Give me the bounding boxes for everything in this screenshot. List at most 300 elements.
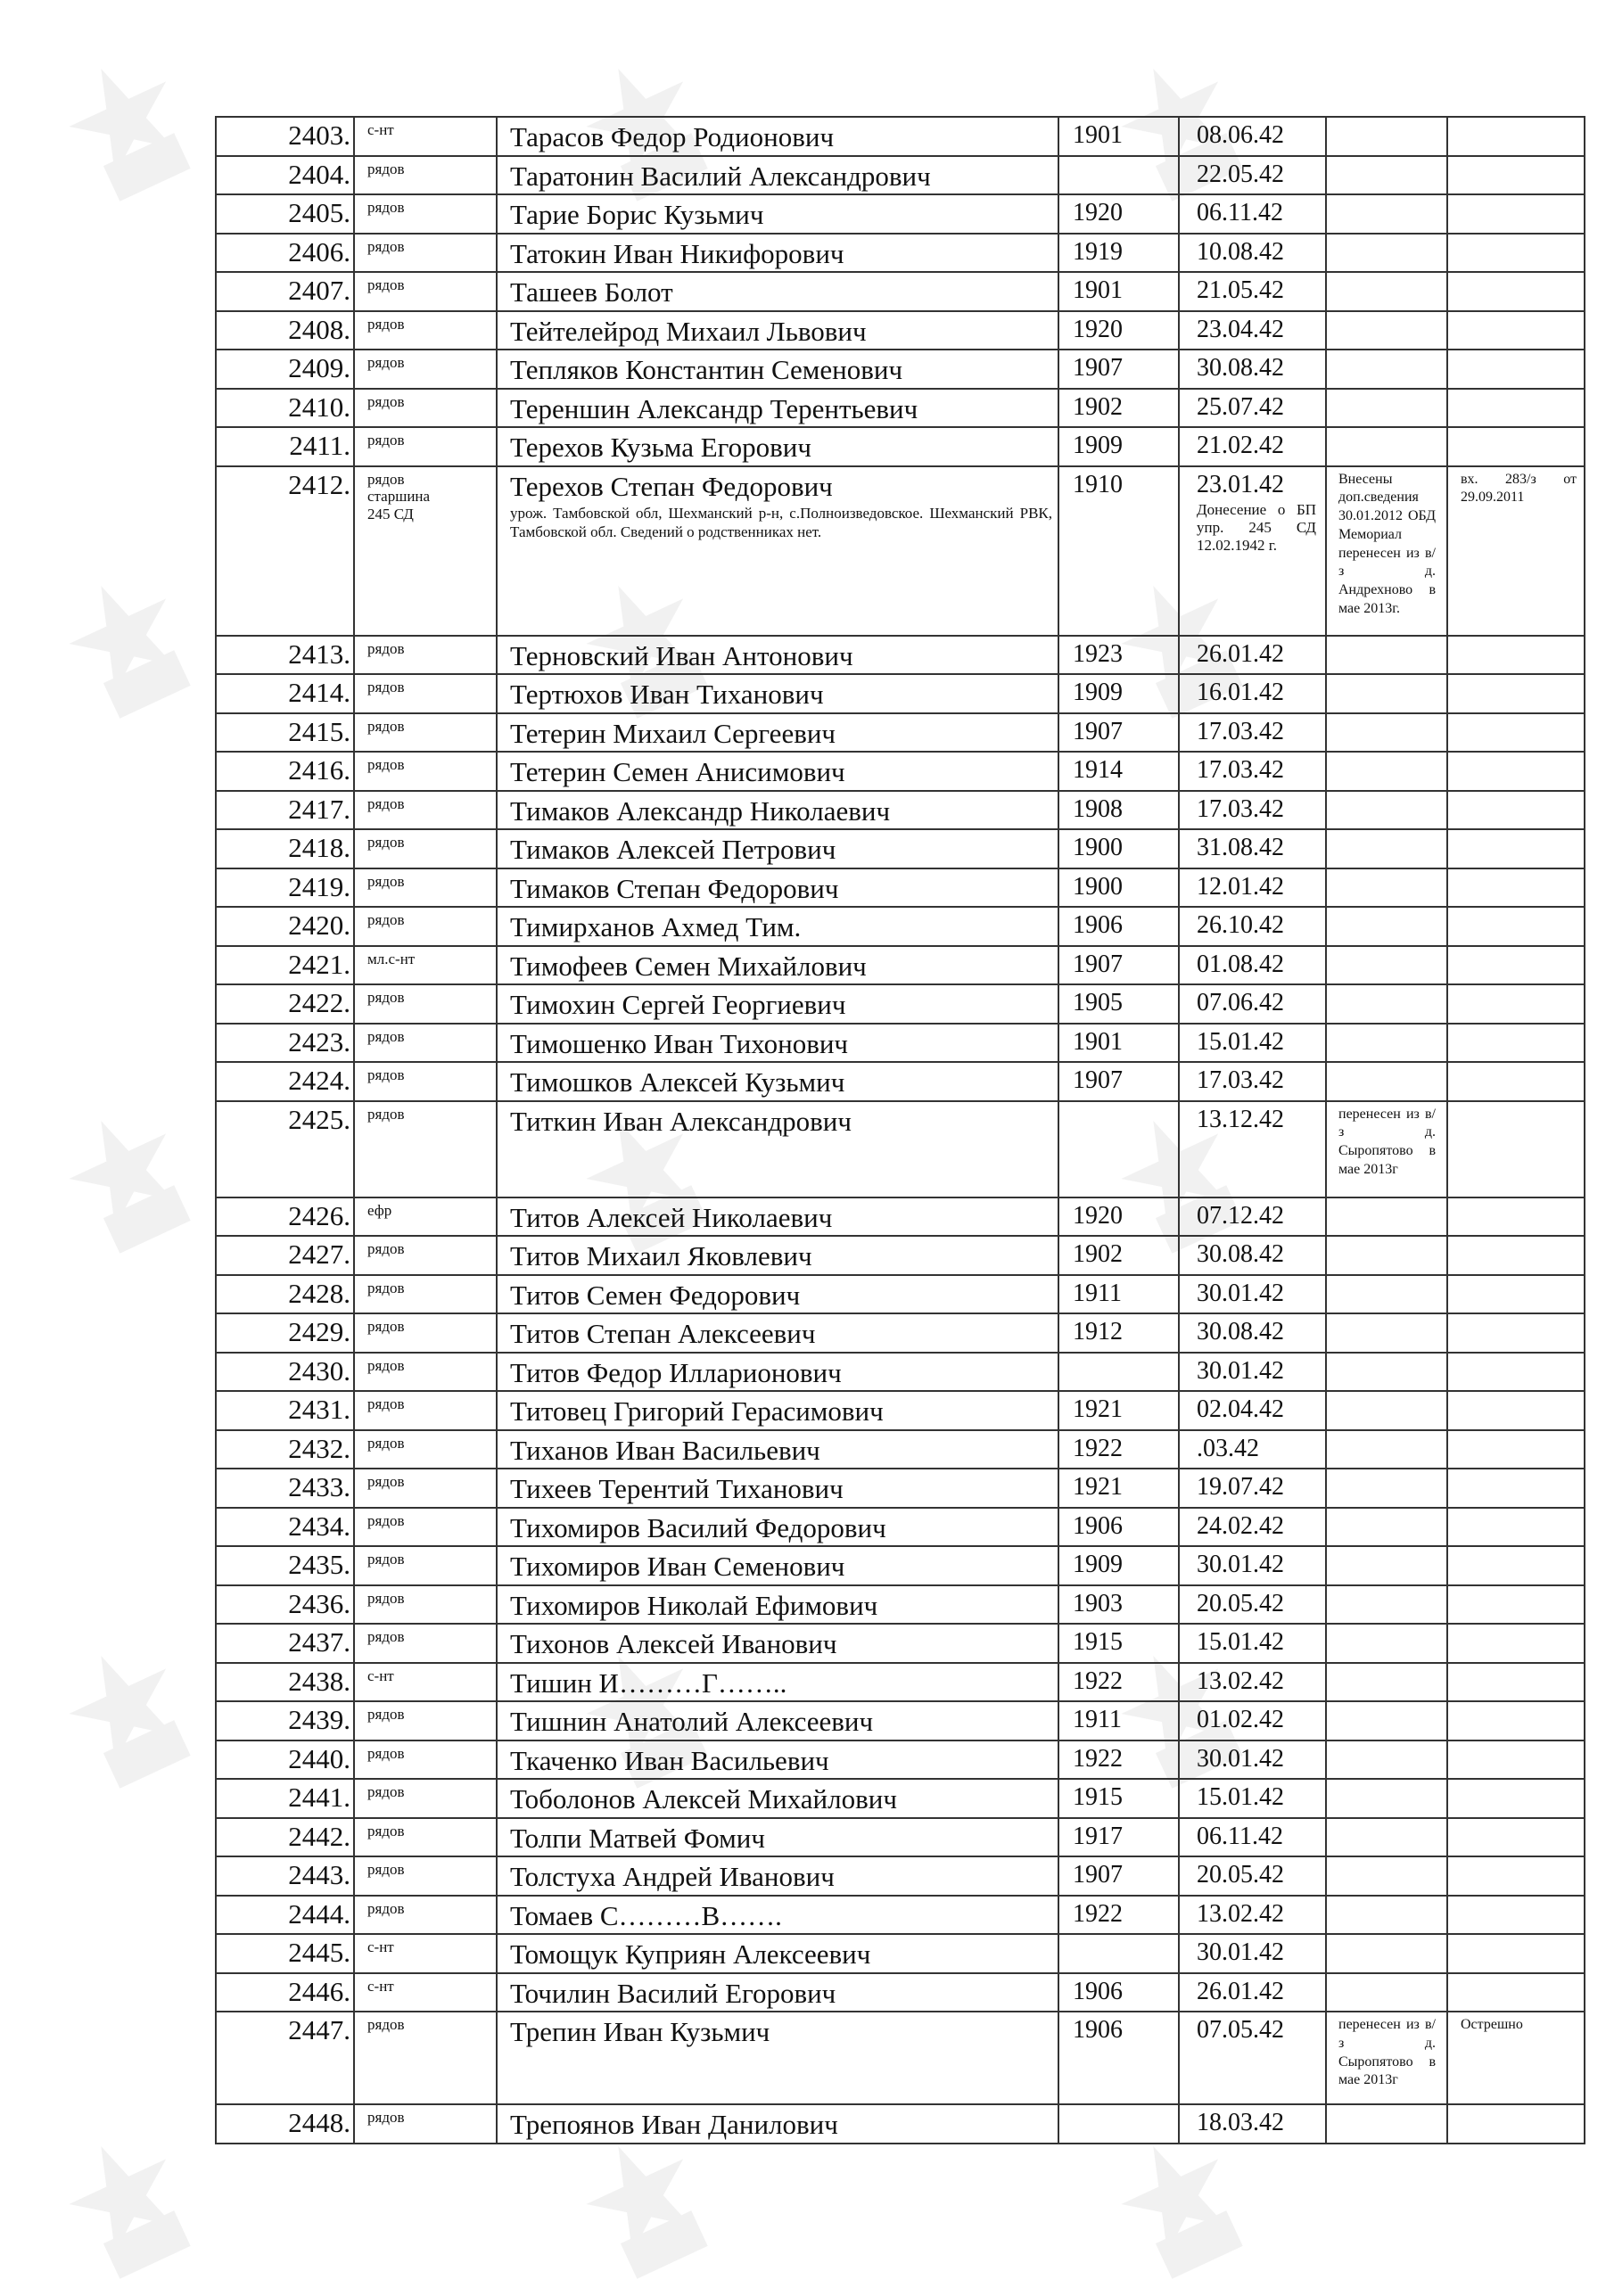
reference-cell (1447, 350, 1585, 389)
birth-year-cell (1058, 1353, 1179, 1392)
reference-cell (1447, 1508, 1585, 1547)
rank-label: рядов (367, 872, 405, 890)
reference-cell (1447, 1353, 1585, 1392)
full-name: Трепин Иван Кузьмич (510, 2016, 770, 2047)
name-cell (497, 674, 1058, 713)
watermark-emblem (1100, 2122, 1262, 2292)
entry-number: 2406. (288, 235, 350, 267)
entry-number-cell (216, 674, 354, 713)
death-date: 30.08.42 (1197, 354, 1284, 382)
full-name: Тарасов Федор Родионович (510, 121, 835, 152)
entry-number-cell (216, 907, 354, 946)
birth-year: 1906 (1073, 911, 1123, 939)
birth-year: 1922 (1073, 1744, 1123, 1773)
rank-label: рядов (367, 1434, 405, 1452)
full-name: Титов Семен Федорович (510, 1279, 801, 1311)
reference-text: Острешно (1461, 2017, 1523, 2032)
full-name: Татокин Иван Никифорович (510, 237, 844, 269)
death-date-cell (1179, 1818, 1326, 1857)
reference-cell (1447, 194, 1585, 234)
birth-year-cell (1058, 1275, 1179, 1314)
birth-year-cell (1058, 272, 1179, 311)
rank-cell (354, 791, 497, 830)
table-row (216, 713, 1585, 753)
rank-cell (354, 1701, 497, 1741)
reference-cell (1447, 1856, 1585, 1896)
name-cell (497, 1896, 1058, 1935)
birth-year-cell (1058, 234, 1179, 273)
rank-label: рядов (367, 1105, 405, 1123)
note-cell (1326, 389, 1447, 428)
birth-year: 1920 (1073, 1201, 1123, 1230)
entry-number-cell (216, 427, 354, 466)
rank-label: старшина (367, 488, 431, 506)
death-date: 17.03.42 (1197, 1066, 1284, 1094)
entry-number-cell (216, 156, 354, 195)
note-cell (1326, 1818, 1447, 1857)
reference-cell (1447, 791, 1585, 830)
name-cell (497, 1469, 1058, 1508)
entry-number: 2446. (288, 1975, 350, 2007)
death-date-cell (1179, 1585, 1326, 1625)
reference-text: вх. 283/з от 29.09.2011 (1461, 471, 1577, 506)
rank-label: 245 СД (367, 505, 414, 523)
name-cell (497, 1585, 1058, 1625)
full-name: Титов Федор Илларионович (510, 1356, 842, 1388)
death-date: 06.11.42 (1197, 1822, 1283, 1850)
entry-number-cell (216, 466, 354, 636)
entry-number: 2433. (288, 1471, 350, 1502)
death-date-cell (1179, 1856, 1326, 1896)
note-cell (1326, 350, 1447, 389)
rank-cell (354, 1973, 497, 2012)
entry-number: 2412. (288, 468, 350, 500)
death-date: 01.08.42 (1197, 950, 1284, 978)
birth-year: 1903 (1073, 1589, 1123, 1617)
birth-year-cell (1058, 1101, 1179, 1197)
rank-label: рядов (367, 432, 405, 449)
note-cell (1326, 1741, 1447, 1780)
rank-cell (354, 1353, 497, 1392)
entry-number-cell (216, 984, 354, 1024)
rank-cell (354, 234, 497, 273)
death-date-cell (1179, 1275, 1326, 1314)
reference-cell (1447, 1896, 1585, 1935)
death-date-cell (1179, 2104, 1326, 2144)
rank-cell (354, 389, 497, 428)
full-name: Терехов Степан Федорович (510, 470, 833, 502)
death-date-cell (1179, 636, 1326, 675)
note-cell (1326, 1197, 1447, 1237)
name-cell (497, 868, 1058, 908)
rank-cell (354, 1062, 497, 1101)
reference-cell (1447, 1391, 1585, 1430)
death-date: 08.06.42 (1197, 121, 1284, 149)
birth-year-cell (1058, 194, 1179, 234)
death-date: 13.02.42 (1197, 1899, 1284, 1928)
entry-number: 2417. (288, 793, 350, 825)
entry-number: 2428. (288, 1277, 350, 1309)
rank-label: рядов (367, 470, 405, 488)
note-cell (1326, 1701, 1447, 1741)
entry-number: 2435. (288, 1549, 350, 1580)
note-cell (1326, 1024, 1447, 1063)
death-date-cell (1179, 907, 1326, 946)
note-cell (1326, 2012, 1447, 2104)
name-cell (497, 1624, 1058, 1663)
birth-year-cell (1058, 752, 1179, 791)
name-cell (497, 1741, 1058, 1780)
note-cell (1326, 1275, 1447, 1314)
death-date-cell (1179, 1624, 1326, 1663)
entry-number: 2447. (288, 2014, 350, 2045)
reference-cell (1447, 1313, 1585, 1353)
entry-number: 2443. (288, 1859, 350, 1890)
death-date-cell (1179, 117, 1326, 156)
full-name: Титкин Иван Александрович (510, 1105, 852, 1137)
rank-label: рядов (367, 794, 405, 812)
reference-cell (1447, 466, 1585, 636)
rank-label: рядов (367, 1027, 405, 1045)
birth-year-cell (1058, 1508, 1179, 1547)
death-date: 06.11.42 (1197, 199, 1283, 226)
rank-cell (354, 1818, 497, 1857)
reference-cell (1447, 752, 1585, 791)
note-cell (1326, 1663, 1447, 1702)
reference-cell (1447, 829, 1585, 868)
rank-label: ефр (367, 1201, 392, 1219)
entry-number: 2416. (288, 754, 350, 786)
rank-label: рядов (367, 717, 405, 735)
reference-cell (1447, 272, 1585, 311)
rank-label: рядов (367, 1240, 405, 1257)
table-row (216, 829, 1585, 868)
rank-label: мл.с-нт (367, 950, 416, 967)
entry-number-cell (216, 272, 354, 311)
entry-number-cell (216, 713, 354, 753)
name-cell (497, 829, 1058, 868)
birth-year: 1901 (1073, 276, 1123, 304)
entry-number-cell (216, 311, 354, 350)
entry-number: 2430. (288, 1354, 350, 1387)
full-name: Ташеев Болот (510, 276, 673, 308)
death-date: 17.03.42 (1197, 717, 1284, 745)
entry-number: 2423. (288, 1025, 350, 1057)
birth-year: 1907 (1073, 950, 1123, 978)
name-cell (497, 272, 1058, 311)
full-name: Терновский Иван Антонович (510, 639, 853, 671)
full-name: Тишнин Анатолий Алексеевич (510, 1706, 874, 1737)
death-date-cell (1179, 1236, 1326, 1275)
rank-cell (354, 1236, 497, 1275)
note-cell (1326, 829, 1447, 868)
birth-year: 1909 (1073, 679, 1123, 706)
rank-cell (354, 984, 497, 1024)
name-cell (497, 1101, 1058, 1197)
name-cell (497, 311, 1058, 350)
reference-cell (1447, 674, 1585, 713)
death-date: 22.05.42 (1197, 160, 1284, 188)
full-name: Тимошенко Иван Тихонович (510, 1027, 849, 1059)
date-note: Донесение о БП упр. 245 СД 12.02.1942 г. (1197, 500, 1316, 555)
entry-number: 2410. (288, 391, 350, 423)
name-cell (497, 1856, 1058, 1896)
note-cell (1326, 272, 1447, 311)
entry-number-cell (216, 1024, 354, 1063)
rank-cell (354, 1430, 497, 1469)
watermark-emblem (565, 2122, 727, 2292)
entry-number-cell (216, 752, 354, 791)
birth-year-cell (1058, 350, 1179, 389)
reference-cell (1447, 156, 1585, 195)
reference-cell (1447, 2012, 1585, 2104)
death-date-cell (1179, 946, 1326, 985)
note-cell (1326, 1546, 1447, 1585)
birth-year-cell (1058, 1585, 1179, 1625)
rank-cell (354, 713, 497, 753)
rank-label: рядов (367, 160, 405, 177)
full-name: Тертюхов Иван Тиханович (510, 679, 824, 710)
entry-number-cell (216, 636, 354, 675)
reference-cell (1447, 2104, 1585, 2144)
note-text: перенесен из в/з д. Сыропятово в мае 2013г (1338, 2017, 1436, 2088)
note-cell (1326, 1391, 1447, 1430)
name-cell (497, 117, 1058, 156)
full-name: Трепоянов Иван Данилович (510, 2109, 838, 2140)
table-row (216, 1701, 1585, 1741)
full-name: Тишин И………Г…….. (510, 1666, 787, 1699)
birth-year-cell (1058, 829, 1179, 868)
death-date: 01.02.42 (1197, 1706, 1284, 1733)
birth-year: 1907 (1073, 717, 1123, 745)
entry-number-cell (216, 1313, 354, 1353)
birth-year-cell (1058, 466, 1179, 636)
watermark-emblem (48, 562, 210, 732)
reference-cell (1447, 117, 1585, 156)
table-row (216, 1896, 1585, 1935)
death-date: 30.01.42 (1197, 1356, 1284, 1385)
birth-year: 1900 (1073, 834, 1123, 861)
birth-year: 1911 (1073, 1279, 1122, 1307)
birth-year: 1906 (1073, 2016, 1123, 2044)
entry-number-cell (216, 234, 354, 273)
name-cell (497, 1818, 1058, 1857)
full-name: Тихомиров Василий Федорович (510, 1511, 886, 1543)
rank-label: рядов (367, 1861, 405, 1878)
table-row (216, 907, 1585, 946)
rank-label: рядов (367, 2109, 405, 2126)
table-row (216, 1197, 1585, 1237)
name-cell (497, 427, 1058, 466)
entry-number-cell (216, 1236, 354, 1275)
death-date-cell (1179, 868, 1326, 908)
table-row (216, 1741, 1585, 1780)
entry-number-cell (216, 2012, 354, 2104)
death-date: 12.01.42 (1197, 872, 1284, 901)
reference-cell (1447, 1024, 1585, 1063)
note-cell (1326, 311, 1447, 350)
rank-label: рядов (367, 1511, 405, 1529)
note-cell (1326, 1896, 1447, 1935)
birth-year-cell (1058, 1624, 1179, 1663)
birth-year-cell (1058, 1701, 1179, 1741)
watermark-emblem (48, 1097, 210, 1267)
rank-label: рядов (367, 756, 405, 773)
name-cell (497, 1701, 1058, 1741)
death-date-cell (1179, 234, 1326, 273)
note-cell (1326, 466, 1447, 636)
roster-table (215, 116, 1585, 2144)
entry-number: 2409. (288, 352, 350, 383)
rank-cell (354, 1741, 497, 1780)
table-row (216, 1585, 1585, 1625)
note-cell (1326, 713, 1447, 753)
entry-number-cell (216, 389, 354, 428)
death-date: 30.01.42 (1197, 1279, 1284, 1307)
full-name: Терехов Кузьма Егорович (510, 432, 811, 463)
death-date: 20.05.42 (1197, 1589, 1284, 1617)
death-date: 21.02.42 (1197, 432, 1284, 459)
rank-cell (354, 311, 497, 350)
rank-label: рядов (367, 1783, 405, 1800)
birth-year: 1917 (1073, 1822, 1123, 1850)
reference-cell (1447, 1197, 1585, 1237)
name-cell (497, 156, 1058, 195)
death-date-cell (1179, 389, 1326, 428)
full-name: Титовец Григорий Герасимович (510, 1395, 884, 1427)
birth-year: 1909 (1073, 1551, 1123, 1578)
death-date: 25.07.42 (1197, 392, 1284, 421)
full-name: Тимирханов Ахмед Тим. (510, 911, 802, 942)
table-row (216, 1818, 1585, 1857)
entry-number: 2437. (288, 1626, 350, 1658)
birth-year-cell (1058, 907, 1179, 946)
name-cell (497, 1062, 1058, 1101)
death-date: 30.08.42 (1197, 1318, 1284, 1346)
birth-year-cell (1058, 636, 1179, 675)
name-cell (497, 234, 1058, 273)
birth-year-cell (1058, 1024, 1179, 1063)
birth-year: 1910 (1073, 470, 1123, 498)
death-date: 30.01.42 (1197, 1551, 1284, 1578)
death-date-cell (1179, 713, 1326, 753)
birth-year-cell (1058, 713, 1179, 753)
note-cell (1326, 1236, 1447, 1275)
rank-cell (354, 752, 497, 791)
note-cell (1326, 907, 1447, 946)
table-row (216, 1469, 1585, 1508)
entry-number-cell (216, 194, 354, 234)
entry-number: 2420. (288, 909, 350, 941)
birth-year-cell (1058, 1197, 1179, 1237)
entry-number-cell (216, 1741, 354, 1780)
birth-year-cell (1058, 117, 1179, 156)
table-row (216, 350, 1585, 389)
note-cell (1326, 1585, 1447, 1625)
rank-cell (354, 466, 497, 636)
death-date-cell (1179, 1062, 1326, 1101)
birth-year: 1920 (1073, 199, 1123, 226)
table-row (216, 1024, 1585, 1063)
death-date: 13.12.42 (1197, 1105, 1284, 1133)
note-text: перенесен из в/з д. Сыропятово в мае 2013г (1338, 1106, 1436, 1177)
death-date-cell (1179, 272, 1326, 311)
death-date: 02.04.42 (1197, 1395, 1284, 1423)
death-date-cell (1179, 1701, 1326, 1741)
birth-year: 1922 (1073, 1434, 1123, 1462)
note-cell (1326, 1508, 1447, 1547)
table-row (216, 1275, 1585, 1314)
reference-cell (1447, 1275, 1585, 1314)
birth-year: 1921 (1073, 1395, 1123, 1423)
death-date-cell (1179, 156, 1326, 195)
full-name: Тетерин Михаил Сергеевич (510, 717, 836, 749)
name-cell (497, 389, 1058, 428)
full-name: Томощук Куприян Алексеевич (510, 1938, 871, 1970)
entry-number: 2407. (288, 275, 350, 306)
birth-year: 1905 (1073, 989, 1123, 1016)
name-cell (497, 1779, 1058, 1818)
reference-cell (1447, 713, 1585, 753)
birth-year: 1922 (1073, 1666, 1123, 1695)
rank-label: рядов (367, 199, 405, 216)
entry-number: 2431. (288, 1394, 350, 1425)
watermark-emblem (48, 45, 210, 215)
rank-cell (354, 2104, 497, 2144)
birth-year-cell (1058, 1663, 1179, 1702)
rank-cell (354, 1546, 497, 1585)
death-date: 10.08.42 (1197, 237, 1284, 266)
death-date: 30.01.42 (1197, 1938, 1284, 1966)
note-cell (1326, 117, 1447, 156)
birth-year: 1907 (1073, 354, 1123, 382)
rank-cell (354, 674, 497, 713)
death-date: 18.03.42 (1197, 2109, 1284, 2136)
rank-cell (354, 907, 497, 946)
birth-year-cell (1058, 1430, 1179, 1469)
entry-number: 2404. (288, 158, 350, 190)
rank-label: рядов (367, 1318, 405, 1335)
birth-year: 1923 (1073, 639, 1123, 668)
death-date-cell (1179, 350, 1326, 389)
death-date-cell (1179, 427, 1326, 466)
entry-number-cell (216, 829, 354, 868)
death-date: 15.01.42 (1197, 1783, 1284, 1811)
note-cell (1326, 1856, 1447, 1896)
watermark-emblem (48, 2122, 210, 2292)
rank-cell (354, 1779, 497, 1818)
entry-number: 2413. (288, 638, 350, 670)
reference-cell (1447, 868, 1585, 908)
rank-label: рядов (367, 989, 405, 1006)
table-row (216, 1856, 1585, 1896)
entry-number-cell (216, 1779, 354, 1818)
death-date-cell (1179, 1934, 1326, 1973)
birth-year: 1901 (1073, 1027, 1123, 1056)
full-name: Тимофеев Семен Михайлович (510, 950, 867, 982)
note-cell (1326, 1313, 1447, 1353)
birth-year-cell (1058, 311, 1179, 350)
full-name: Тимаков Александр Николаевич (510, 794, 891, 827)
full-name: Тимаков Степан Федорович (510, 872, 839, 904)
birth-year-cell (1058, 791, 1179, 830)
full-name: Тетерин Семен Анисимович (510, 756, 845, 787)
note-cell (1326, 791, 1447, 830)
birth-year-cell (1058, 389, 1179, 428)
birth-year-cell (1058, 1313, 1179, 1353)
name-cell (497, 1973, 1058, 2012)
rank-cell (354, 1197, 497, 1237)
